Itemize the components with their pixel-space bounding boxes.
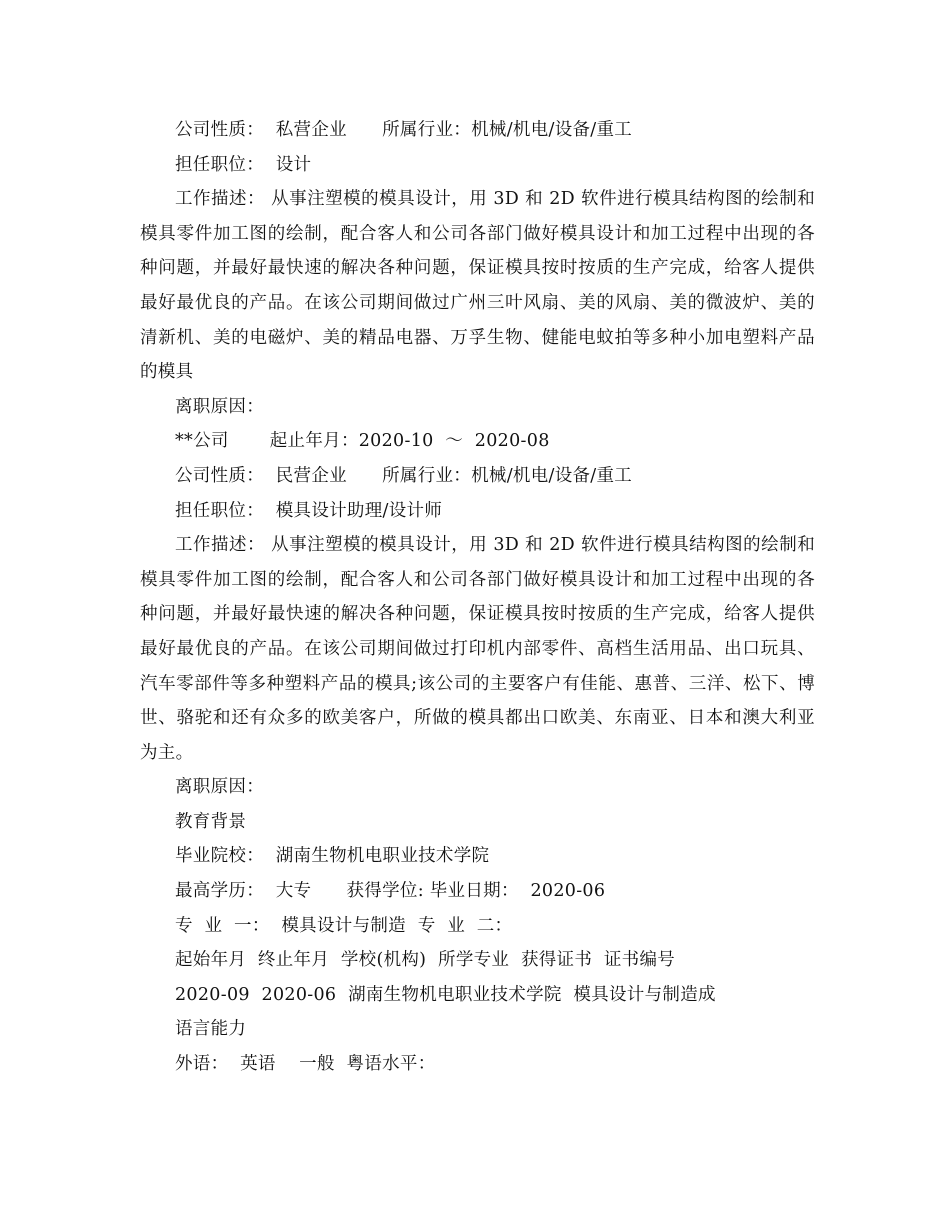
language-heading: 语言能力 — [175, 1019, 247, 1040]
position-line-2: 担任职位： 模具设计助理/设计师 — [175, 500, 443, 521]
company-nature-line-2: 公司性质： 民营企业 所属行业：机械/机电/设备/重工 — [175, 465, 633, 486]
position-line-1: 担任职位： 设计 — [175, 154, 312, 175]
major-line: 专 业 一： 模具设计与制造 专 业 二： — [175, 915, 513, 936]
company-period-line: **公司 起止年月：2020-10 ～ 2020-08 — [175, 431, 550, 452]
education-table-header: 起始年月 终止年月 学校(机构) 所学专业 获得证书 证书编号 — [175, 950, 676, 971]
job-description-2: 工作描述： 从事注塑模的模具设计，用 3D 和 2D 软件进行模具结构图的绘制和模具零件加工图的绘制，配合客人和公司各部门做好模具设计和加工过程中出现的各种问题，并最好最快速的解决各种问题，保证模具按时按质的生产完成，给客人提供最好最优良的产品。在该公司期间做过打印机内部零件、高档生活用品、出口玩具、汽车零部件等多种塑料产品的模具;该公司的主要客户有佳能、惠普、三洋、松下、博世、骆驼和还有众多的欧美客户，所做的模具都出口欧美、东南亚、日本和澳大利亚为主。 — [140, 535, 815, 763]
highest-degree-line: 最高学历： 大专 获得学位: 毕业日期： 2020-06 — [175, 881, 606, 902]
document-body — [140, 113, 815, 1082]
education-table-row: 2020-09 2020-06 湖南生物机电职业技术学院 模具设计与制造成 — [175, 984, 716, 1005]
leave-reason-line-1: 离职原因： — [175, 396, 264, 417]
foreign-language-line: 外语： 英语 一般 粤语水平： — [175, 1054, 436, 1075]
company-nature-line-1: 公司性质： 私营企业 所属行业：机械/机电/设备/重工 — [175, 120, 633, 140]
leave-reason-line-2: 离职原因： — [175, 777, 264, 798]
education-heading: 教育背景 — [175, 811, 247, 832]
job-description-1: 工作描述： 从事注塑模的模具设计，用 3D 和 2D 软件进行模具结构图的绘制和模具零件加工图的绘制，配合客人和公司各部门做好模具设计和加工过程中出现的各种问题，并最好最快速的解决各种问题，保证模具按时按质的生产完成，给客人提供最好最优良的产品。在该公司期间做过广州三叶风扇、美的风扇、美的微波炉、美的清新机、美的电磁炉、美的精品电器、万孚生物、健能电蚊拍等多种小加电塑料产品的模具 — [140, 189, 815, 383]
graduate-school-line: 毕业院校： 湖南生物机电职业技术学院 — [175, 846, 490, 867]
